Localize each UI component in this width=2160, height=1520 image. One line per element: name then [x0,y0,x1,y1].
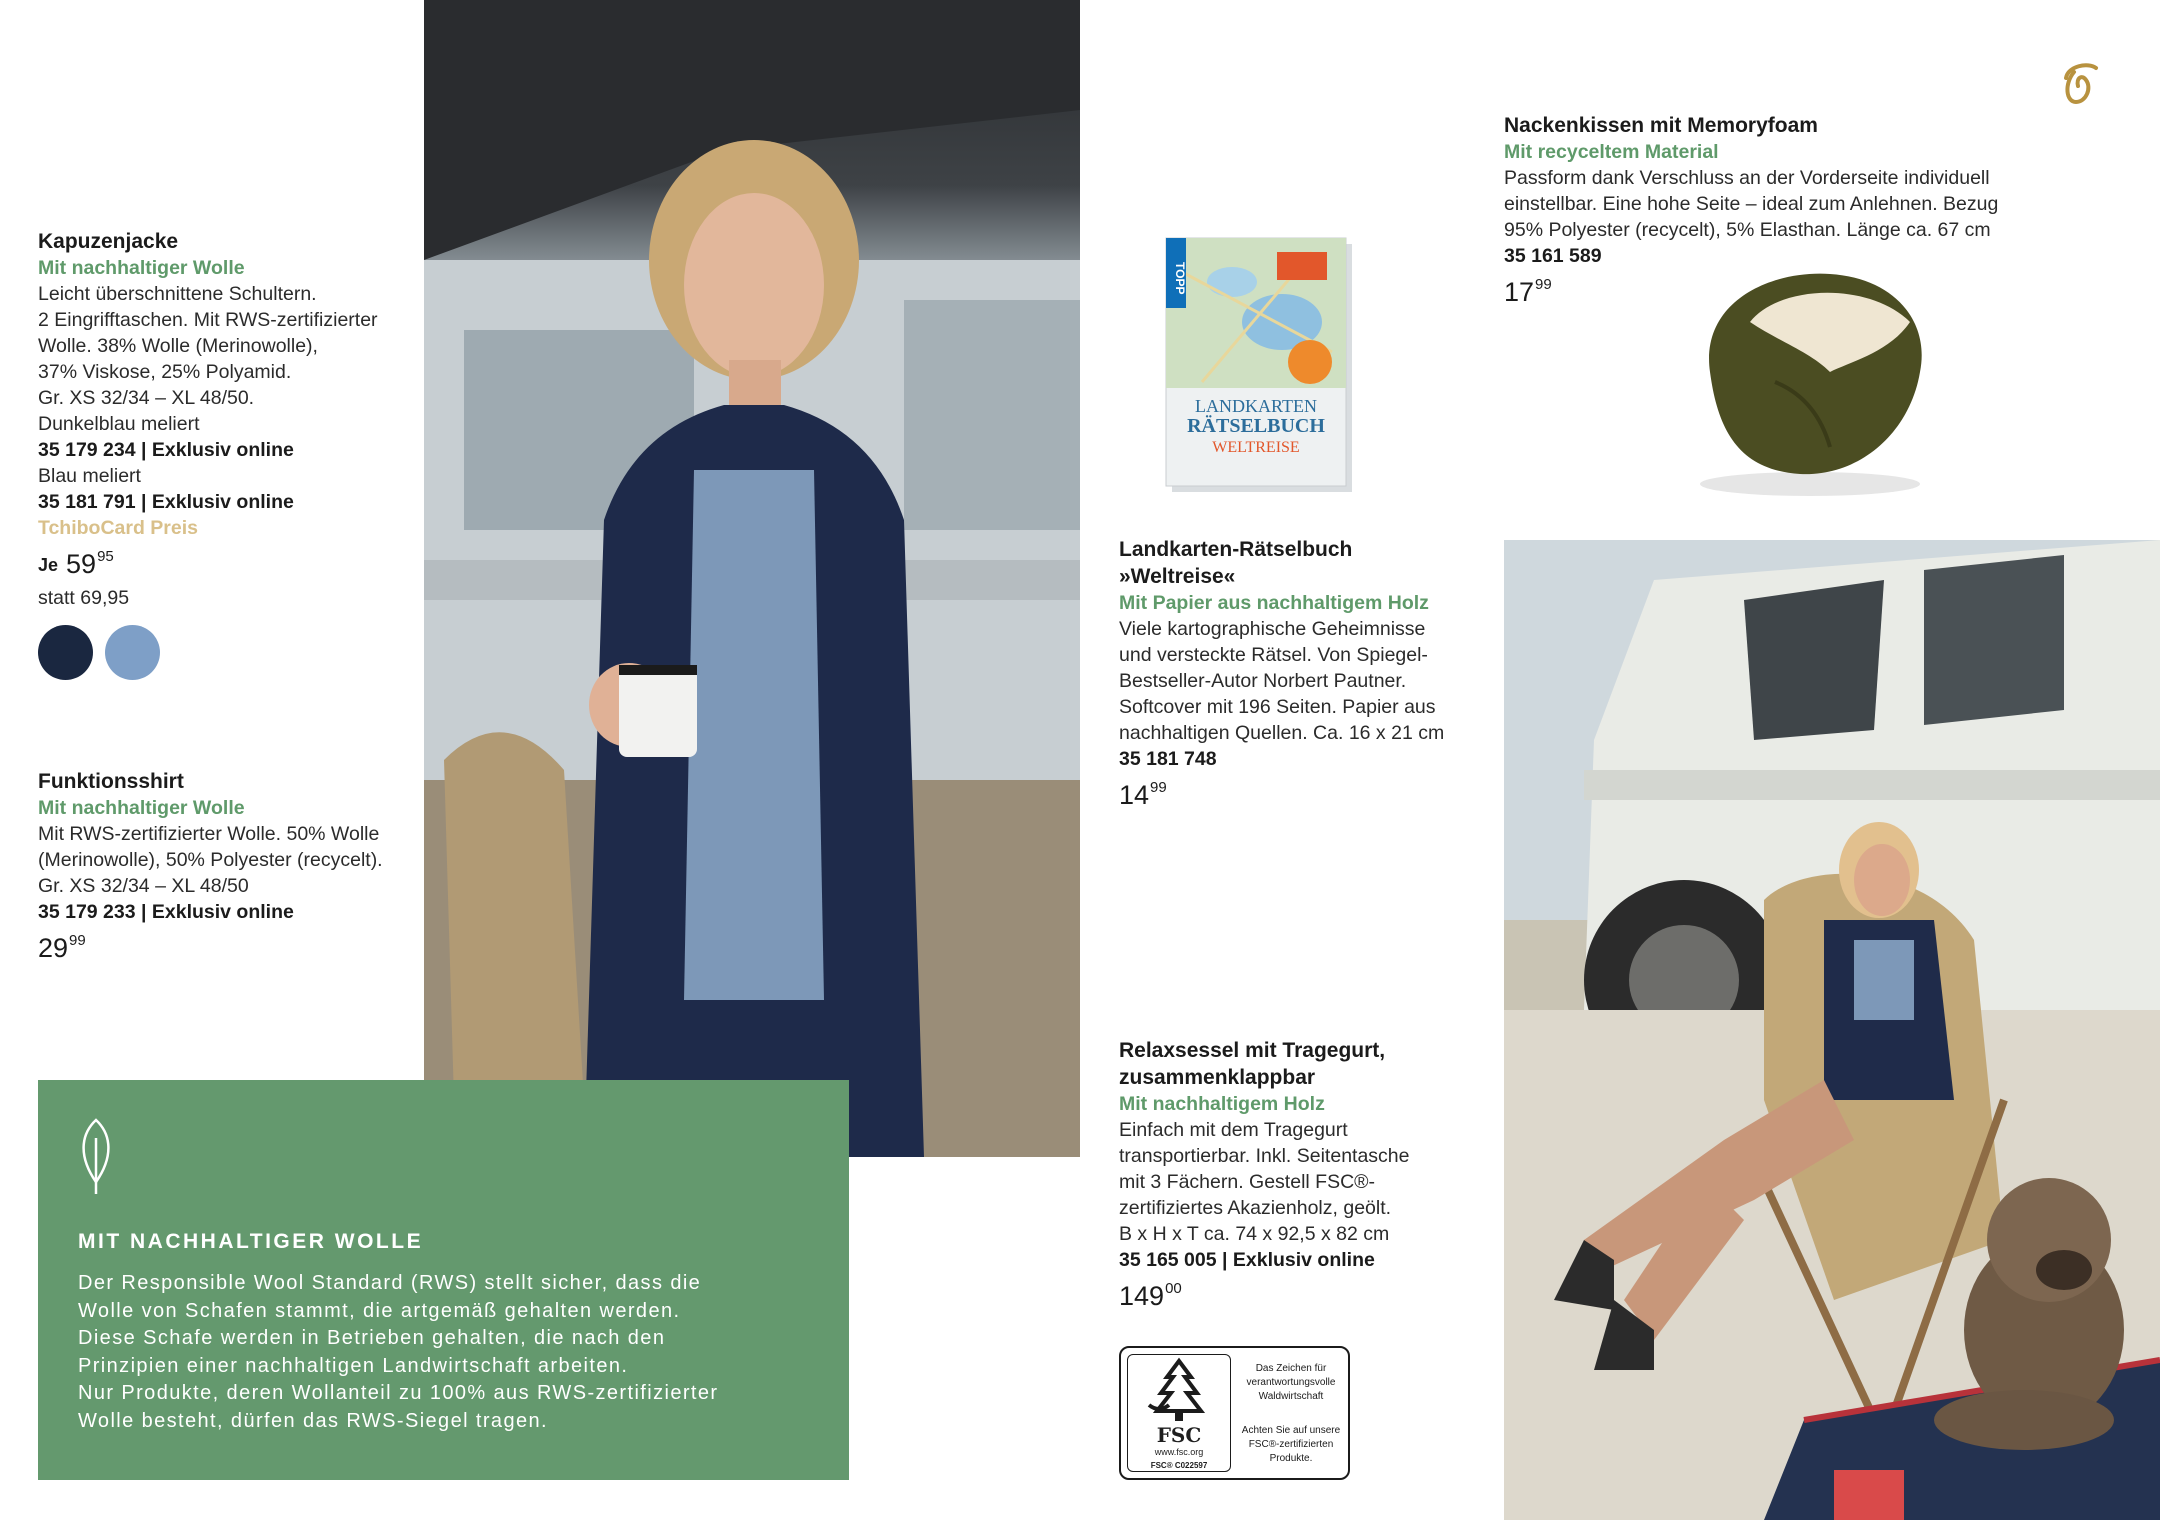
price-prefix: Je [38,555,59,575]
book-product [1119,536,1499,810]
price-euro: 14 [1119,780,1150,810]
hoodie-variant2-artnr: 35 181 791 | Exklusiv online [38,491,294,513]
hoodie-variant1-artnr: 35 179 234 | Exklusiv online [38,439,294,461]
book-cover-title-1: LANDKARTEN [1195,396,1317,416]
info-text [78,1270,838,1435]
hoodie-desc-line: Leicht überschnittene Schultern. [38,283,317,305]
book-artnr: 35 181 748 [1119,748,1217,770]
fsc-text-1 [1235,1362,1347,1404]
chair-title-2: zusammenklappbar [1119,1066,1316,1089]
chair-desc-line: zertifiziertes Akazienholz, geölt. [1119,1197,1392,1219]
hoodie-desc-line: 37% Viskose, 25% Polyamid. [38,361,292,383]
book-cover-title-2: RÄTSELBUCH [1187,415,1325,437]
hoodie-variant2-color: Blau meliert [38,465,141,487]
info-line: Wolle besteht, dürfen das RWS-Siegel tragen. [78,1409,548,1432]
shirt-subtitle: Mit nachhaltiger Wolle [38,797,245,819]
fsc-text-line: Achten Sie auf unsere [1241,1425,1341,1436]
book-image [1162,232,1362,502]
price-euro: 59 [66,549,97,579]
hoodie-old-price: statt 69,95 [38,587,130,609]
fsc-text-line: verantwortungsvolle [1246,1377,1336,1388]
pillow-title: Nackenkissen mit Memoryfoam [1504,114,1818,137]
price-euro: 17 [1504,277,1535,307]
shirt-desc-line: Mit RWS-zertifizierter Wolle. 50% Wolle [38,823,380,845]
hoodie-variant1-color: Dunkelblau meliert [38,413,200,435]
swatch-dunkelblau[interactable] [38,625,93,680]
color-swatches [38,625,418,680]
info-line: Nur Produkte, deren Wollanteil zu 100% aus RWS-zertifizierter [78,1382,719,1404]
book-cover-title-3: WELTREISE [1212,439,1300,456]
fsc-text-line: Produkte. [1269,1453,1313,1464]
price-euro: 149 [1119,1281,1165,1311]
chair-desc-line: B x H x T ca. 74 x 92,5 x 82 cm [1119,1223,1390,1245]
price-cent: 95 [97,548,114,565]
chair-product [1119,1037,1499,1311]
tchibo-logo-icon [2058,58,2102,106]
book-desc-line: Viele kartographische Geheimnisse [1119,618,1426,640]
photo2-illustration [1504,540,2160,1520]
price-cent: 99 [1535,276,1552,293]
book-title-1: Landkarten-Rätselbuch [1119,538,1353,561]
book-brand: TOPP [1173,262,1187,295]
hoodie-desc-line: Gr. XS 32/34 – XL 48/50. [38,387,255,409]
fsc-label [1119,1346,1350,1480]
tchibocard-price-label: TchiboCard Preis [38,517,199,539]
book-subtitle: Mit Papier aus nachhaltigem Holz [1119,592,1429,614]
chair-desc-line: Einfach mit dem Tragegurt [1119,1119,1348,1141]
shirt-title: Funktionsshirt [38,770,184,793]
pillow-desc-line: 95% Polyester (recycelt), 5% Elasthan. Länge ca. 67 cm [1504,219,1991,241]
book-desc-line: nachhaltigen Quellen. Ca. 16 x 21 cm [1119,722,1445,744]
photo1-illustration [424,0,1080,1157]
fsc-text-line: Das Zeichen für [1255,1363,1327,1374]
shirt-price [38,933,418,963]
chair-price [1119,1281,1499,1311]
price-euro: 29 [38,933,69,963]
hoodie-product [38,228,418,680]
book-cover-illustration [1162,232,1362,502]
shirt-desc-line: Gr. XS 32/34 – XL 48/50 [38,875,249,897]
fsc-code: FSC® C022597 [1150,1461,1208,1470]
neck-pillow-illustration [1680,262,1940,502]
swatch-blau[interactable] [105,625,160,680]
book-desc-line: Softcover mit 196 Seiten. Papier aus [1119,696,1436,718]
leaf-icon [76,1116,116,1196]
price-cent: 99 [69,932,86,949]
pillow-subtitle: Mit recyceltem Material [1504,141,1719,163]
info-line: Diese Schafe werden in Betrieben gehalten, die nach den [78,1327,666,1349]
chair-desc-line: transportierbar. Inkl. Seitentasche [1119,1145,1410,1167]
chair-desc-line: mit 3 Fächern. Gestell FSC®- [1119,1171,1376,1193]
fsc-text-line: FSC®-zertifizierten [1248,1439,1334,1450]
hoodie-desc-line: 2 Eingrifftaschen. Mit RWS-zertifizierter [38,309,378,331]
fsc-tree-icon [1129,1355,1229,1423]
shirt-artnr: 35 179 233 | Exklusiv online [38,901,294,923]
shirt-desc-line: (Merinowolle), 50% Polyester (recycelt). [38,849,383,871]
price-cent: 00 [1165,1280,1182,1297]
hoodie-price [38,549,418,581]
info-line: Prinzipien einer nachhaltigen Landwirtschaft arbeiten. [78,1354,629,1377]
book-title-2: »Weltreise« [1119,565,1236,588]
rws-info-box [38,1080,849,1480]
photo-woman-with-mug [424,0,1080,1157]
book-desc-line: Bestseller-Autor Norbert Pautner. [1119,670,1407,692]
photo-woman-in-chair-with-dog [1504,540,2160,1520]
price-cent: 99 [1150,779,1167,796]
pillow-artnr: 35 161 589 [1504,245,1602,267]
fsc-url: www.fsc.org [1154,1447,1204,1457]
pillow-desc-line: einstellbar. Eine hohe Seite – ideal zum Anlehnen. Bezug [1504,193,1999,215]
chair-subtitle: Mit nachhaltigem Holz [1119,1093,1325,1115]
book-desc-line: und versteckte Rätsel. Von Spiegel- [1119,644,1428,666]
fsc-text-line: Waldwirtschaft [1258,1391,1324,1402]
hoodie-desc-line: Wolle. 38% Wolle (Merinowolle), [38,335,318,357]
fsc-logo-text: FSC [1156,1423,1202,1447]
info-line: Wolle von Schafen stammt, die artgemäß gehalten werden. [78,1299,681,1322]
fsc-text-2 [1235,1424,1347,1466]
fsc-logo [1127,1354,1231,1472]
hoodie-title: Kapuzenjacke [38,230,179,253]
info-heading: MIT NACHHALTIGER WOLLE [78,1230,424,1253]
chair-artnr: 35 165 005 | Exklusiv online [1119,1249,1375,1271]
pillow-desc-line: Passform dank Verschluss an der Vorderseite individuell [1504,167,1990,189]
info-line: Der Responsible Wool Standard (RWS) stellt sicher, dass die [78,1272,702,1294]
pillow-image [1680,262,1940,502]
hoodie-subtitle: Mit nachhaltiger Wolle [38,257,245,279]
book-price [1119,780,1499,810]
chair-title-1: Relaxsessel mit Tragegurt, [1119,1039,1386,1062]
shirt-product [38,768,418,963]
